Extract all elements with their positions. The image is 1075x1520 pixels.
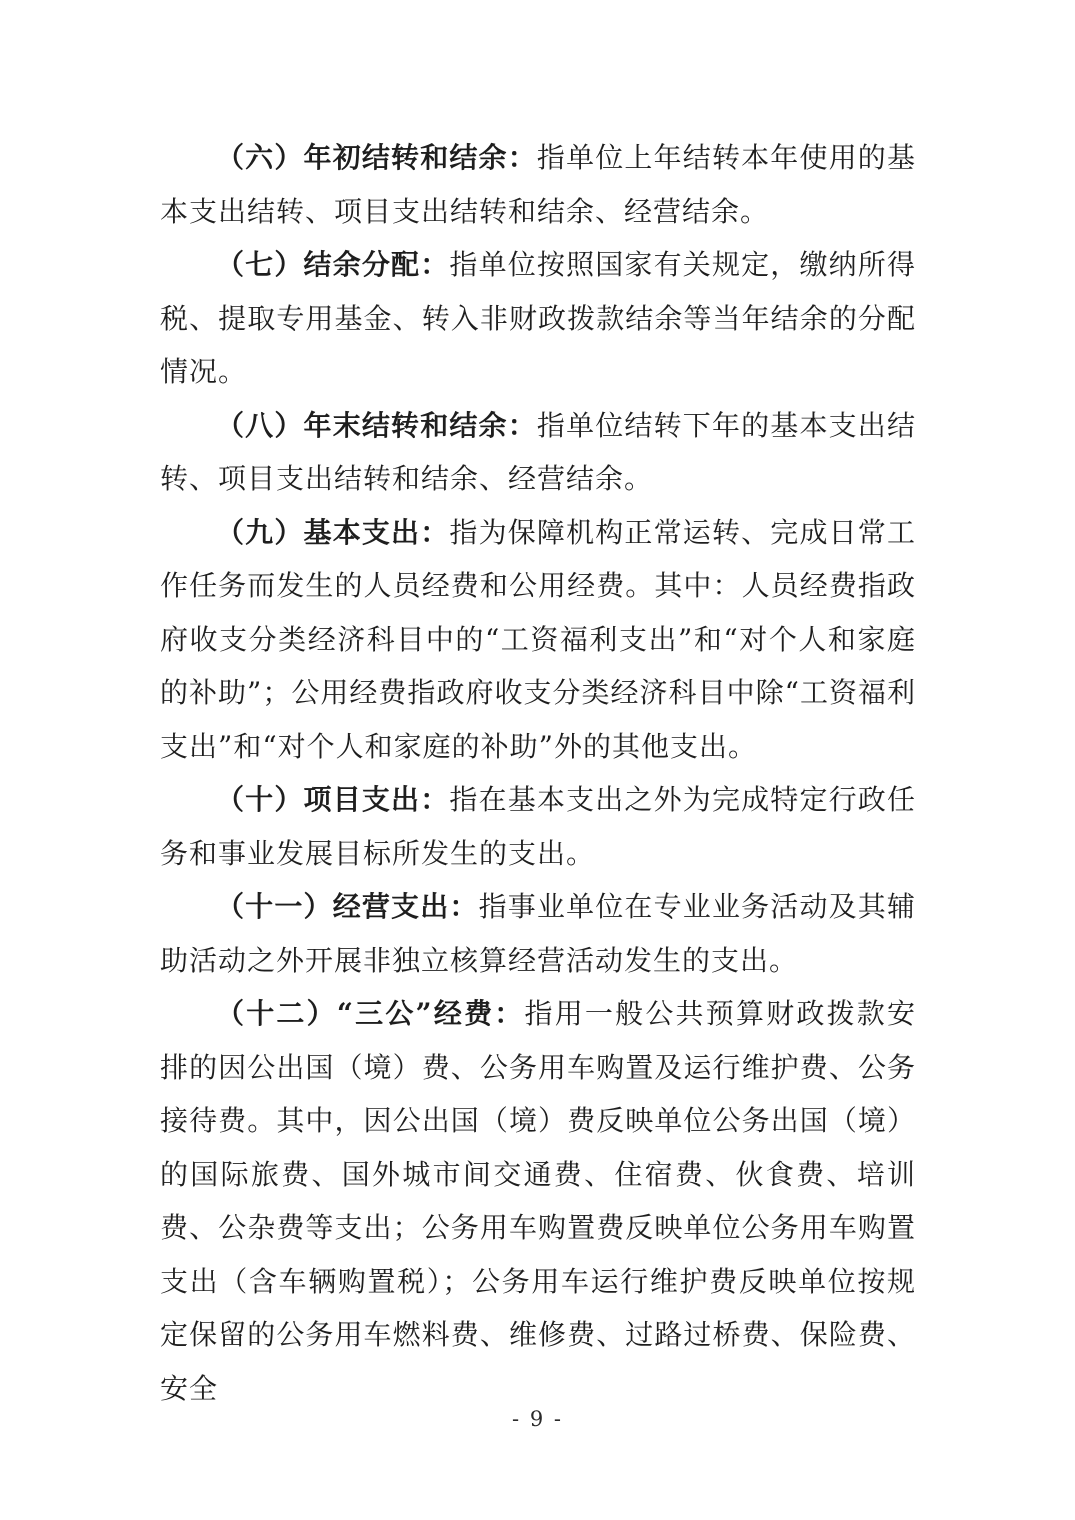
paragraph-item-10 (160, 773, 916, 880)
paragraph-text: 指用一般公共预算财政拨款安排的因公出国（境）费、公务用车购置及运行维护费、公务接待费。其中，因公出国（境）费反映单位公务出国（境）的国际旅费、国外城市间交通费、住宿费、伙食费、培训费、公杂费等支出；公务用车购置费反映单位公务用车购置支出（含车辆购置税）；公务用车运行维护费反映单位按规定保留的公务用车燃料费、维修费、过路过桥费、保险费、安全 (160, 997, 916, 1405)
paragraph-lead: （七）结余分配： (216, 248, 450, 281)
paragraph-lead: （十）项目支出： (216, 783, 450, 816)
page-number: - 9 - (512, 1407, 563, 1431)
paragraph-text: 指单位按照国家有关规定，缴纳所得税、提取专用基金、转入非财政拨款结余等当年结余的分配情况。 (160, 248, 916, 388)
paragraph-lead: （十二）“三公”经费： (216, 997, 525, 1030)
paragraph-item-11 (160, 880, 916, 987)
paragraph-text: 指为保障机构正常运转、完成日常工作任务而发生的人员经费和公用经费。其中：人员经费指政府收支分类经济科目中的“工资福利支出”和“对个人和家庭的补助”；公用经费指政府收支分类经济科目中除“工资福利支出”和“对个人和家庭的补助”外的其他支出。 (160, 515, 916, 763)
document-body (160, 131, 916, 1415)
page-footer (0, 1404, 1075, 1434)
paragraph-item-9 (160, 506, 916, 774)
paragraph-text: 指事业单位在专业业务活动及其辅助活动之外开展非独立核算经营活动发生的支出。 (160, 890, 916, 977)
paragraph-lead: （九）基本支出： (216, 515, 450, 549)
paragraph-lead: （八）年末结转和结余： (216, 408, 537, 442)
paragraph-text: 指在基本支出之外为完成特定行政任务和事业发展目标所发生的支出。 (160, 783, 916, 870)
paragraph-item-12 (160, 987, 916, 1415)
paragraph-lead: （十一）经营支出： (216, 890, 479, 923)
paragraph-item-6 (160, 131, 916, 238)
paragraph-lead: （六）年初结转和结余： (216, 141, 537, 174)
paragraph-text: 指单位上年结转本年使用的基本支出结转、项目支出结转和结余、经营结余。 (160, 141, 916, 228)
paragraph-text: 指单位结转下年的基本支出结转、项目支出结转和结余、经营结余。 (160, 408, 916, 495)
paragraph-item-8 (160, 399, 916, 506)
paragraph-item-7 (160, 238, 916, 399)
